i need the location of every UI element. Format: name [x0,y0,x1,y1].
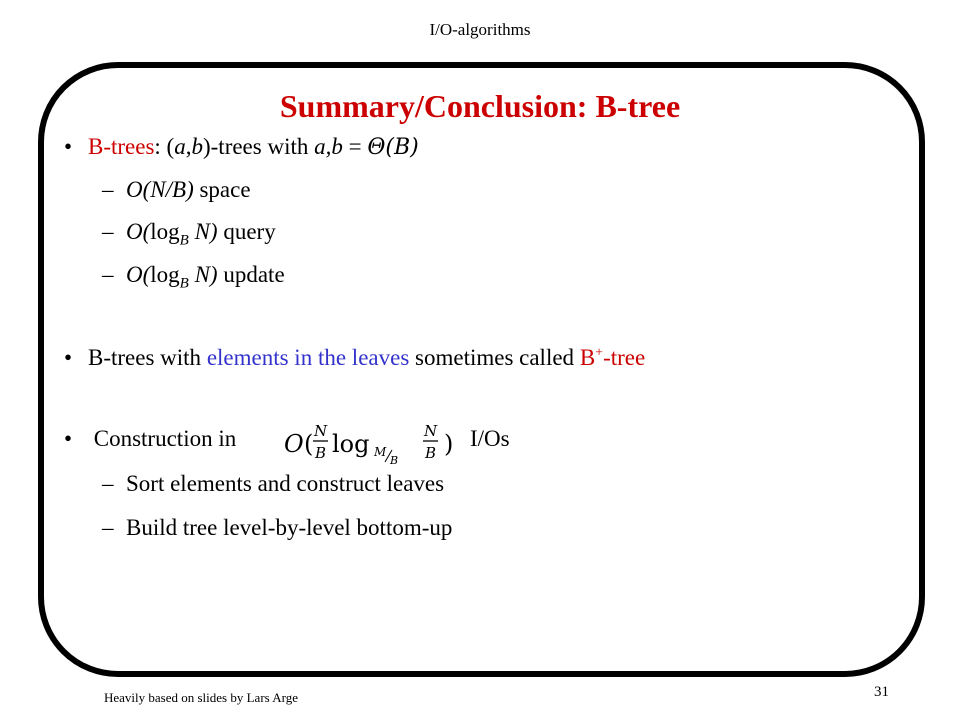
bullet-dot: • [64,426,73,451]
footer-credit: Heavily based on slides by Lars Arge [104,690,298,705]
construction-ios: I/Os [470,426,510,451]
sub-update: – $O(\log_B$ N) update [102,262,285,292]
sub-sort: – Sort elements and construct leaves [102,471,445,496]
log-formula-svg [282,416,458,468]
bullet-construction: • Construction in [64,426,237,451]
svg-text:log: log [332,430,370,458]
slide-title: Summary/Conclusion: B-tree [279,88,681,124]
theta-b-formula: Θ(B) [367,135,419,160]
dash: – [102,515,114,540]
svg-text:): ) [444,430,454,458]
svg-text:B: B [425,444,437,462]
bplus-tree-term: B+-tree [579,345,646,370]
bullet-btrees: • B-trees: (a,b)-trees with a,b = Θ(B) [64,134,419,160]
svg-text:M: M [374,445,387,459]
sub-space: – O(N/B) space [102,177,251,202]
bullet-dot: • [64,134,73,159]
sub-build: – Build tree level-by-level bottom-up [102,515,453,540]
btrees-label: B-trees [88,134,155,159]
dash: – [102,177,114,202]
svg-text:O: O [284,430,304,458]
dash: – [102,471,114,496]
svg-text:N: N [314,422,328,440]
construction-formula [282,416,458,468]
dash: – [102,262,114,287]
leaves-highlight: elements in the leaves [206,345,410,370]
svg-text:N: N [424,422,438,440]
dash: – [102,219,114,244]
page-number: 31 [874,684,889,700]
sub-query: – $O(\log_B$ N) query [102,219,276,249]
bullet-bplus: • B-trees with elements in the leaves sometimes called B+-tree [64,345,646,370]
slide-header: I/O-algorithms [429,20,531,39]
svg-text:B: B [315,444,327,462]
svg-text:(: ( [304,430,314,458]
bullet-dot: • [64,345,73,370]
svg-text:B: B [390,454,399,467]
